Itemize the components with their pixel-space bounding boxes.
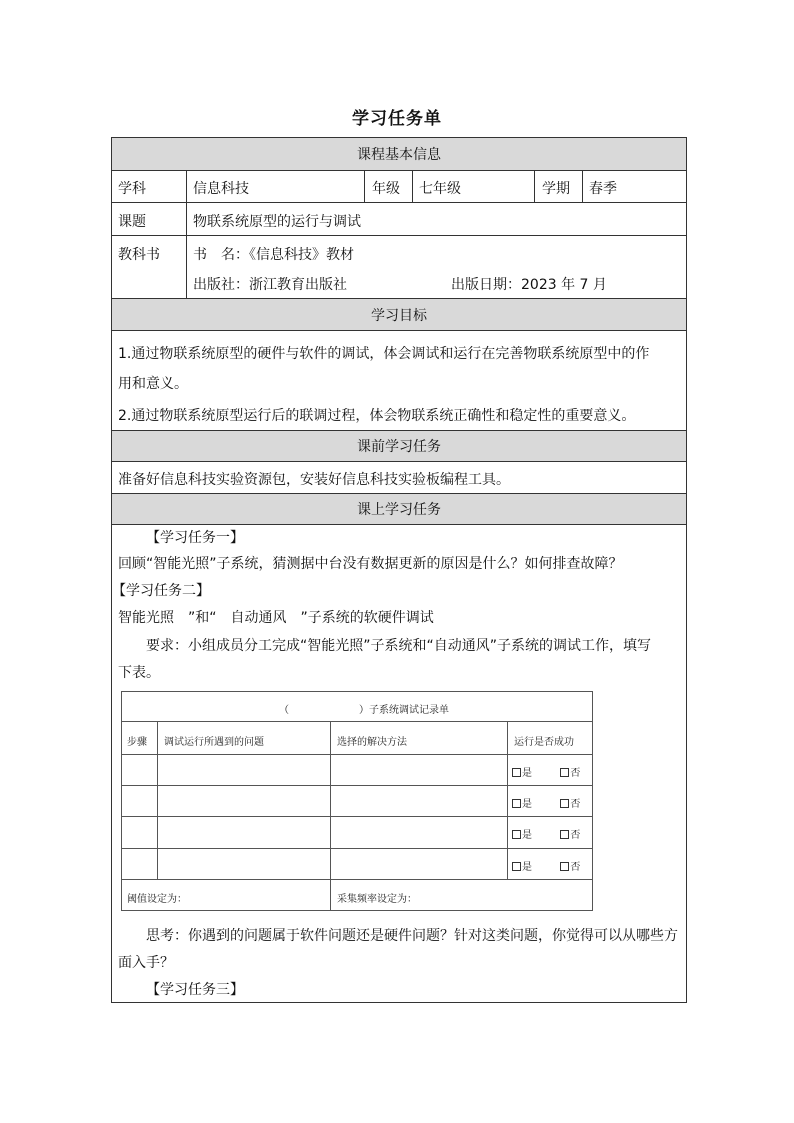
record-col-step: 步骤 xyxy=(127,737,147,748)
record-col-solution: 选择的解决方法 xyxy=(337,737,407,748)
rule xyxy=(111,170,687,171)
success-options-row-2 xyxy=(512,795,580,810)
task-3-heading: 【学习任务三】 xyxy=(146,982,244,998)
no-checkbox[interactable] xyxy=(560,830,569,839)
section-header-basic-info: 课程基本信息 xyxy=(112,138,686,170)
column-rule xyxy=(582,170,583,202)
pre-class-task-text: 准备好信息科技实验资源包，安装好信息科技实验板编程工具。 xyxy=(118,472,510,488)
yes-checkbox[interactable] xyxy=(512,830,521,839)
task-1-text: 回顾“智能光照”子系统，猜测据中台没有数据更新的原因是什么？如何排查故障？ xyxy=(118,556,623,572)
section-header-pre-class: 课前学习任务 xyxy=(112,431,686,461)
subject-value: 信息科技 xyxy=(193,181,249,197)
grade-label: 年级 xyxy=(372,181,400,197)
textbook-name: 书 名：《信息科技》教材 xyxy=(193,247,354,263)
column-rule xyxy=(186,170,187,298)
term-value: 春季 xyxy=(589,181,617,197)
think-line-2: 面入手？ xyxy=(118,955,174,971)
objective-1-line-2: 用和意义。 xyxy=(118,376,188,392)
topic-value: 物联系统原型的运行与调试 xyxy=(193,214,361,230)
textbook-pub-date: 出版日期：2023 年 7 月 xyxy=(451,277,607,293)
subject-label: 学科 xyxy=(118,181,146,197)
topic-label: 课题 xyxy=(118,214,146,230)
no-label: 否 xyxy=(570,830,581,841)
rule xyxy=(111,524,687,525)
success-options-row-1 xyxy=(512,764,580,779)
no-label: 否 xyxy=(570,768,581,779)
task-2-requirement-line-2: 下表。 xyxy=(118,665,160,681)
column-rule xyxy=(364,170,365,202)
record-rule xyxy=(121,721,593,722)
record-col-success: 运行是否成功 xyxy=(514,737,574,748)
success-options-row-3 xyxy=(512,826,580,841)
record-rule xyxy=(121,754,593,755)
success-options-row-4 xyxy=(512,858,580,873)
objective-2: 2.通过物联系统原型运行后的联调过程，体会物联系统正确性和稳定性的重要意义。 xyxy=(118,408,636,424)
yes-checkbox[interactable] xyxy=(512,799,521,808)
threshold-label: 阈值设定为： xyxy=(127,894,187,905)
page-title: 学习任务单 xyxy=(352,109,442,129)
task-2-subtitle: 智能光照 ”和“ 自动通风 ”子系统的软硬件调试 xyxy=(118,610,434,626)
column-rule xyxy=(412,170,413,202)
record-rule xyxy=(121,785,593,786)
yes-checkbox[interactable] xyxy=(512,768,521,777)
no-label: 否 xyxy=(570,799,581,810)
rule xyxy=(111,330,687,331)
frequency-label: 采集频率设定为： xyxy=(337,894,417,905)
objective-1-line-1: 1.通过物联系统原型的硬件与软件的调试，体会调试和运行在完善物联系统原型中的作 xyxy=(118,346,650,362)
no-checkbox[interactable] xyxy=(560,768,569,777)
yes-label: 是 xyxy=(522,830,532,841)
rule xyxy=(111,298,687,299)
yes-label: 是 xyxy=(522,799,532,810)
record-col-rule xyxy=(330,721,331,911)
rule xyxy=(111,430,687,431)
yes-label: 是 xyxy=(522,862,532,873)
grade-value: 七年级 xyxy=(419,181,461,197)
record-table-title: （ ）子系统调试记录单 xyxy=(279,705,449,716)
no-checkbox[interactable] xyxy=(560,799,569,808)
section-header-objectives: 学习目标 xyxy=(112,299,686,330)
think-line-1: 思考：你遇到的问题属于软件问题还是硬件问题？针对这类问题，你觉得可以从哪些方 xyxy=(146,928,678,944)
term-label: 学期 xyxy=(542,181,570,197)
record-col-problem: 调试运行所遇到的问题 xyxy=(164,737,264,748)
rule xyxy=(111,235,687,236)
rule xyxy=(111,461,687,462)
textbook-label: 教科书 xyxy=(118,247,160,263)
task-2-heading: 【学习任务二】 xyxy=(112,583,210,599)
task-1-heading: 【学习任务一】 xyxy=(146,530,244,546)
record-rule xyxy=(121,848,593,849)
task-2-requirement-line-1: 要求：小组成员分工完成“智能光照”子系统和“自动通风”子系统的调试工作，填写 xyxy=(146,638,652,654)
no-label: 否 xyxy=(570,862,581,873)
yes-label: 是 xyxy=(522,768,532,779)
section-header-in-class: 课上学习任务 xyxy=(112,494,686,524)
yes-checkbox[interactable] xyxy=(512,862,521,871)
rule xyxy=(111,493,687,494)
record-rule xyxy=(121,816,593,817)
record-rule xyxy=(121,879,593,880)
no-checkbox[interactable] xyxy=(560,862,569,871)
column-rule xyxy=(534,170,535,202)
record-col-rule xyxy=(157,721,158,879)
rule xyxy=(111,202,687,203)
textbook-publisher: 出版社：浙江教育出版社 xyxy=(193,277,347,293)
record-col-rule xyxy=(507,721,508,879)
